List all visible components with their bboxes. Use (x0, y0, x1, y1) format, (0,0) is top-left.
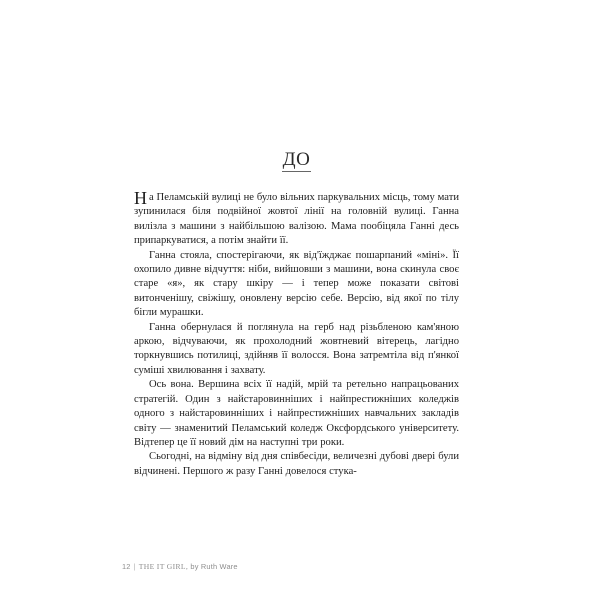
footer-page-number: 12 (122, 562, 131, 571)
chapter-heading (134, 150, 459, 175)
paragraph-3: Ганна обернулася й поглянула на герб над різьбленою кам'яною аркою, відчуваючи, як прохолодний жовтневий вітерець, лагідно торкнувшись потилиці, здійняв її волосся. Вона затремтіла від п'янкої суміші хвилювання і захвату. (134, 321, 459, 376)
page-footer (122, 562, 238, 571)
paragraph-5: Сьогодні, на відміну від дня співбесіди, величезні дубові двері були відчинені. Першого ж разу Ганні довелося стука- (134, 451, 459, 477)
footer-byline: by Ruth Ware (190, 562, 238, 571)
paragraph-4: Ось вона. Вершина всіх її надій, мрій та ретельно напрацьованих стратегій. Один з найстаровинніших і найпрестижніших коледжів одного з найстаровинніших і найпрестижніших навчальних закладів світу — знаменитий Пеламський коледж Оксфордського університету. Відтепер це її новий дім на наступні три роки. (134, 379, 459, 448)
page-text-block (134, 150, 459, 479)
paragraph-1-text: а Пеламській вулиці не було вільних паркувальних місць, тому мати зупинилася біля подвійної жовтої лінії на головній вулиці. Ганна вилізла з машини з найбільшою валізою. Мама пообіцяла Ганні десь припаркуватися, а потім знайти її. (134, 192, 459, 247)
paragraph-1 (134, 188, 459, 249)
chapter-heading-text: ДО (282, 149, 311, 170)
paragraph-2: Ганна стояла, спостерігаючи, як від'їжджає пошарпаний «міні». Її охопило дивне відчуття: ніби, вийшовши з машини, вона скинула своє старе «я», як стару шкіру — і тепер може показати світові витонченішу, свіжішу, оновлену версію себе. Версію, від якої по тілу бігли мурашки. (134, 249, 459, 319)
footer-book-title: THE IT GIRL, (138, 562, 189, 571)
drop-cap: Н (134, 188, 147, 208)
footer-separator: | (133, 562, 136, 571)
